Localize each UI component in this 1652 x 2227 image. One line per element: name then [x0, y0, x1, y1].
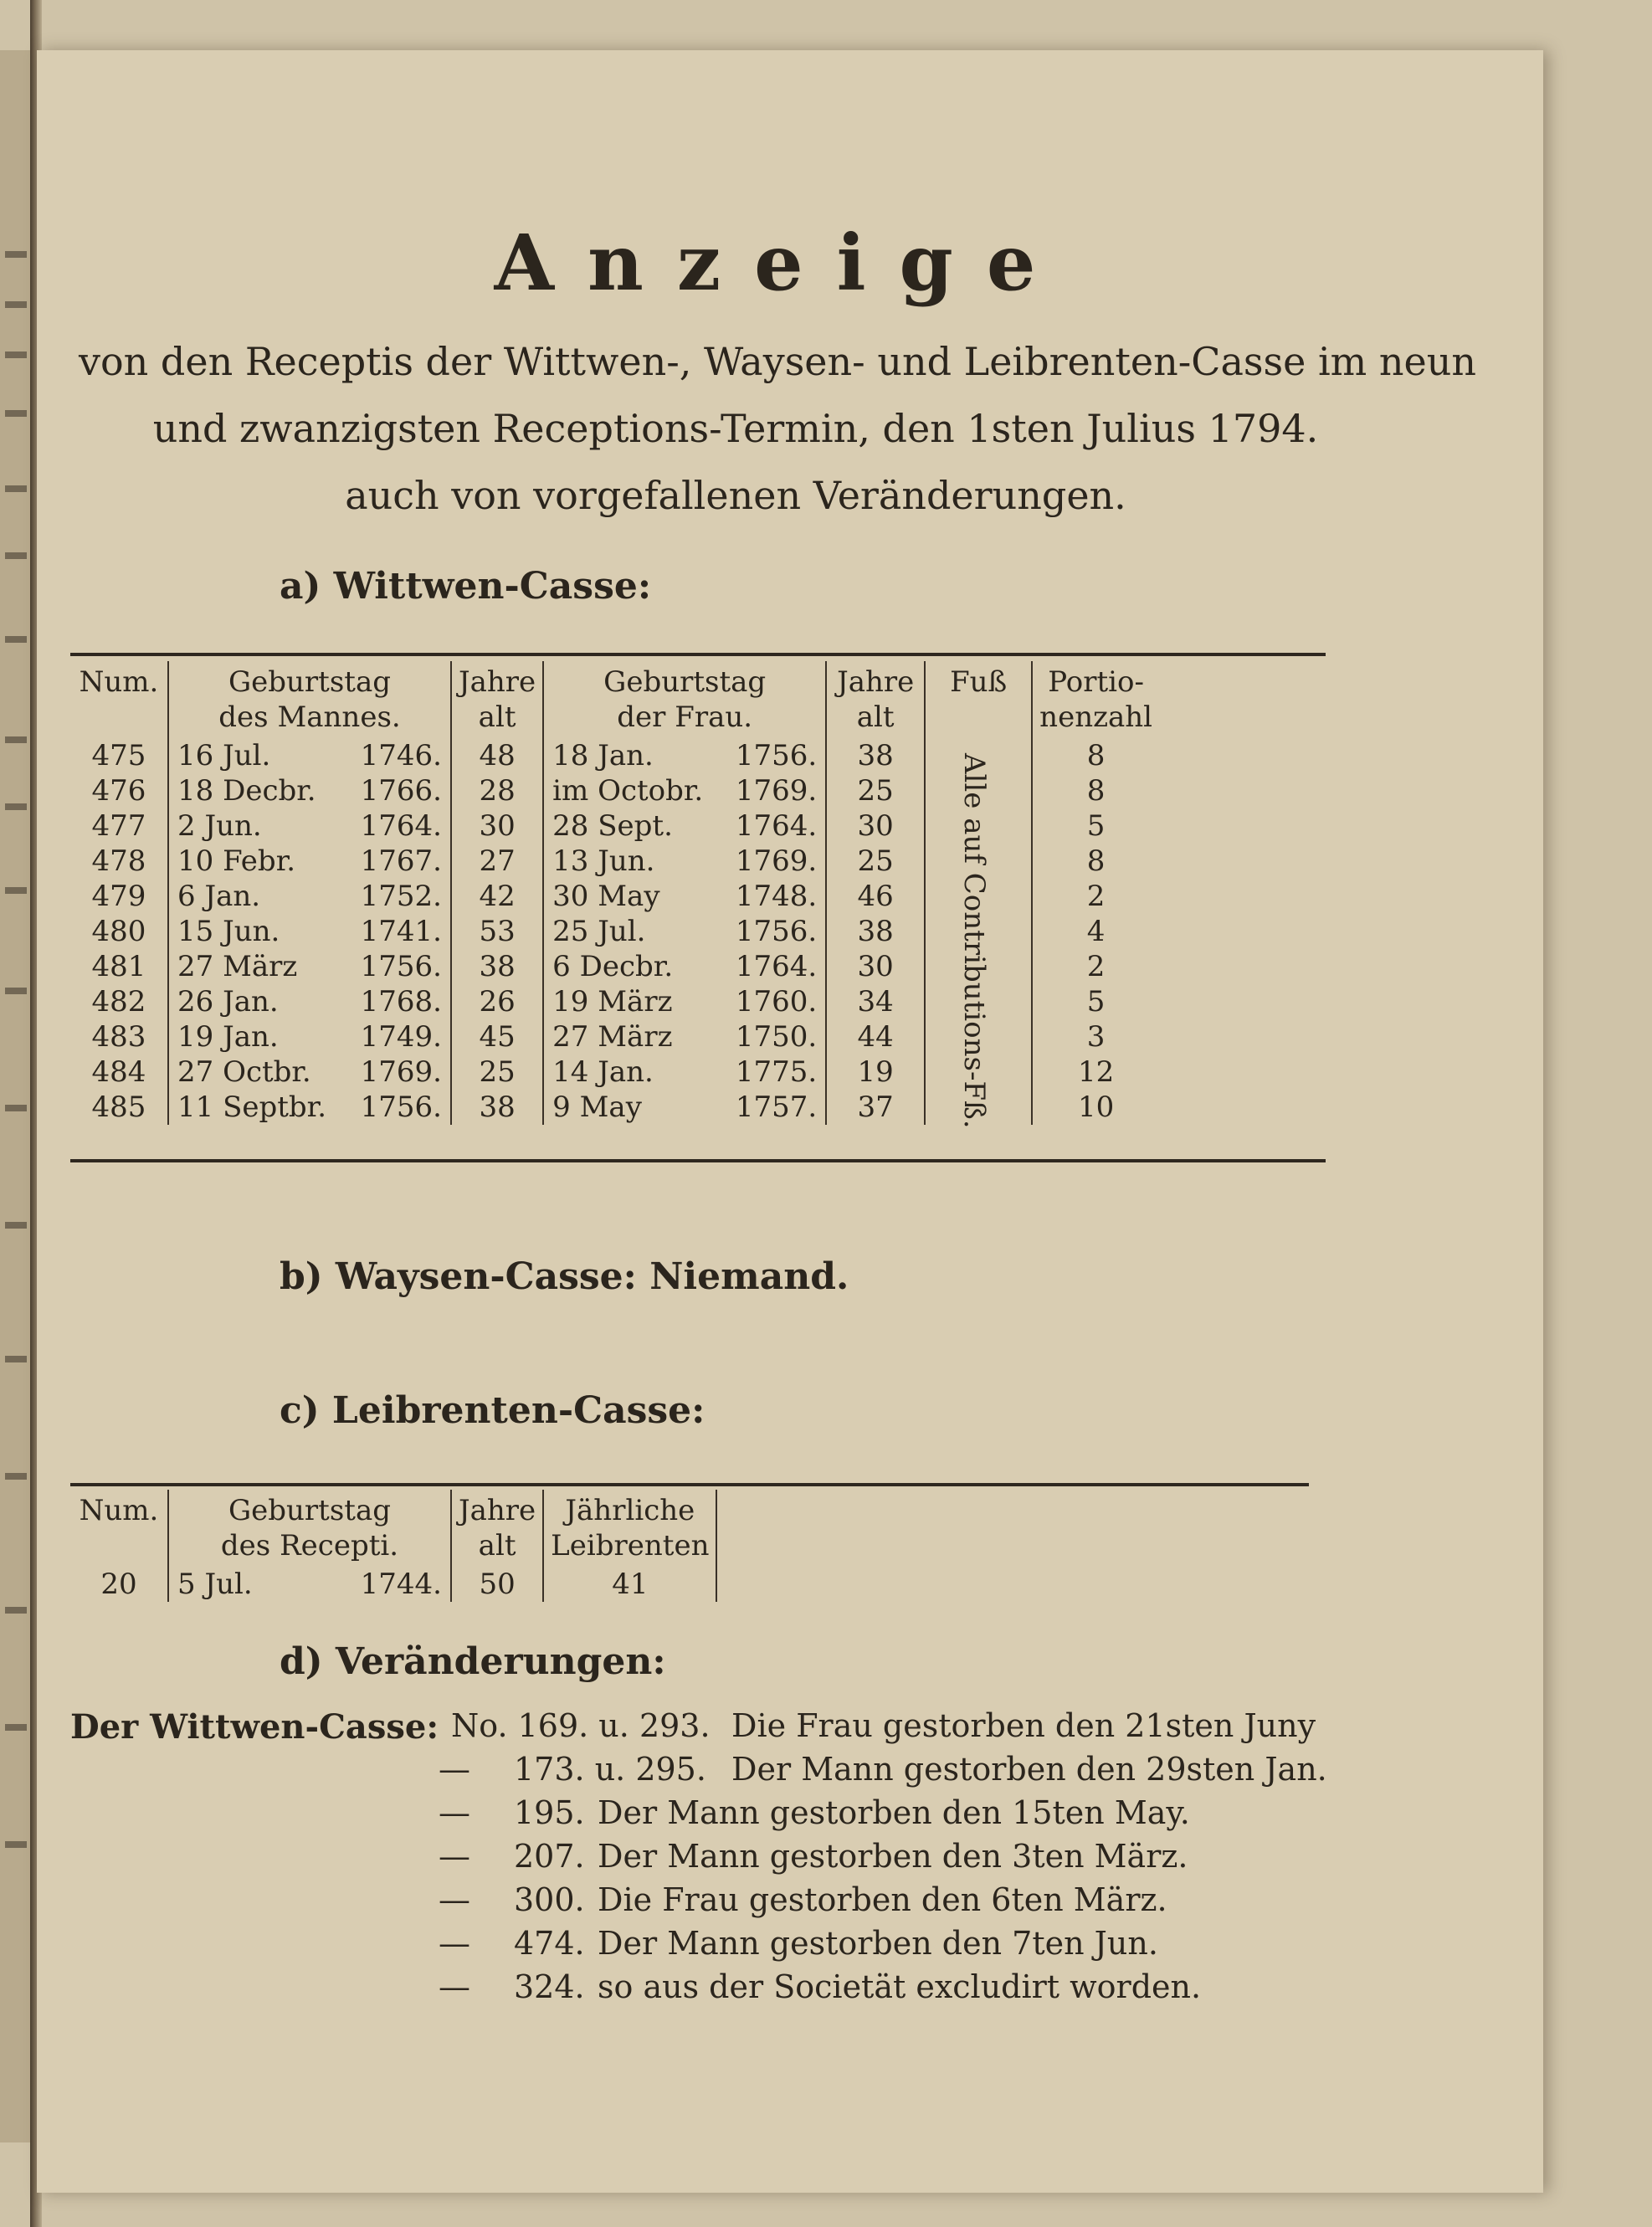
- col-portions-line1: Portio-: [1048, 665, 1144, 699]
- row-wife-age: 25: [826, 773, 925, 808]
- row-husband-birth-year: 1756.: [360, 1090, 442, 1124]
- section-c-heading: c) Leibrenten-Casse:: [280, 1389, 705, 1432]
- row-husband-age: 38: [451, 949, 543, 984]
- row-wife-birth-year: 1750.: [735, 1020, 818, 1054]
- row-husband-birth-year: 1769.: [360, 1055, 442, 1089]
- change-text: Der Mann gestorben den 3ten März.: [598, 1838, 1188, 1875]
- col-portions: [1032, 661, 1159, 738]
- row-num: 477: [70, 808, 168, 844]
- row-husband-birth: [168, 879, 451, 914]
- annuity-annual: 41: [543, 1567, 716, 1602]
- col-annuity-age: [451, 1490, 543, 1567]
- row-husband-birth-year: 1766.: [360, 774, 442, 808]
- widows-row: [70, 984, 1159, 1019]
- row-portions: 4: [1086, 915, 1106, 948]
- row-wife-age: 44: [826, 1019, 925, 1054]
- row-portions: 8: [1086, 774, 1106, 808]
- col-annuity-birth-line2: des Recepti.: [220, 1529, 399, 1562]
- change-text: Die Frau gestorben den 21sten Juny: [731, 1707, 1316, 1744]
- row-husband-birth-date: 2 Jun.: [177, 809, 262, 843]
- row-husband-birth-date: 27 März: [177, 950, 298, 983]
- col-annuity-age-line1: Jahre: [459, 1494, 536, 1527]
- col-annuity-num: Num.: [70, 1490, 168, 1567]
- row-wife-birth-date: 14 Jan.: [552, 1055, 654, 1089]
- row-husband-age: 45: [451, 1019, 543, 1054]
- row-wife-birth-date: 27 März: [552, 1020, 673, 1054]
- table-bottom-rule: [70, 1159, 1326, 1162]
- row-husband-age: 48: [451, 738, 543, 773]
- col-annuity-age-line2: alt: [478, 1529, 516, 1562]
- row-wife-birth-year: 1760.: [735, 985, 818, 1019]
- change-dash: —: [439, 1881, 470, 1918]
- row-num: 481: [70, 949, 168, 984]
- col-husband-age-line1: Jahre: [459, 665, 536, 699]
- row-portions: 3: [1086, 1020, 1106, 1054]
- row-portions: 12: [1077, 1055, 1115, 1089]
- row-husband-birth-date: 15 Jun.: [177, 915, 280, 948]
- row-husband-birth: [168, 949, 451, 984]
- row-wife-birth: [543, 844, 826, 879]
- change-no: 207.: [514, 1838, 585, 1875]
- row-wife-age: 19: [826, 1054, 925, 1090]
- row-wife-birth: [543, 1090, 826, 1125]
- change-dash: —: [439, 1794, 470, 1831]
- row-husband-age: 28: [451, 773, 543, 808]
- widows-row: [70, 808, 1159, 844]
- col-fuss: Fuß: [925, 661, 1032, 738]
- change-dash: —: [439, 1838, 470, 1875]
- widows-row: [70, 1019, 1159, 1054]
- annuity-birth-year: 1744.: [360, 1568, 442, 1601]
- col-portions-line2: nenzahl: [1039, 700, 1153, 734]
- row-husband-birth: [168, 914, 451, 949]
- widows-row: [70, 949, 1159, 984]
- row-num: 479: [70, 879, 168, 914]
- row-num: 476: [70, 773, 168, 808]
- row-husband-age: 26: [451, 984, 543, 1019]
- row-num: 483: [70, 1019, 168, 1054]
- book-page: [37, 50, 1543, 2193]
- col-husband-age-line2: alt: [478, 700, 516, 734]
- row-husband-birth-date: 16 Jul.: [177, 739, 271, 772]
- row-wife-birth: [543, 949, 826, 984]
- annuity-top-rule: [70, 1483, 1309, 1486]
- row-wife-age: 25: [826, 844, 925, 879]
- change-no: 474.: [514, 1925, 585, 1962]
- row-wife-birth-year: 1769.: [735, 844, 818, 878]
- col-husband-age: [451, 661, 543, 738]
- change-text: Der Mann gestorben den 7ten Jun.: [598, 1925, 1158, 1962]
- col-annuity-annual: [543, 1490, 716, 1567]
- row-wife-birth: [543, 1019, 826, 1054]
- col-annuity-annual-line2: Leibrenten: [551, 1529, 710, 1562]
- row-wife-birth: [543, 1054, 826, 1090]
- row-wife-birth-date: 13 Jun.: [552, 844, 655, 878]
- row-husband-birth: [168, 773, 451, 808]
- row-husband-birth-year: 1768.: [360, 985, 442, 1019]
- change-no: 300.: [514, 1881, 585, 1918]
- row-husband-birth: [168, 1054, 451, 1090]
- subtitle-line-2: und zwanzigsten Receptions-Termin, den 1sten Julius 1794.: [152, 406, 1319, 451]
- row-wife-age: 37: [826, 1090, 925, 1125]
- col-annuity-annual-line1: Jährliche: [565, 1494, 695, 1527]
- row-husband-birth: [168, 984, 451, 1019]
- widows-row: [70, 879, 1159, 914]
- row-husband-age: 38: [451, 1090, 543, 1125]
- row-wife-birth-year: 1757.: [735, 1090, 818, 1124]
- annuity-row: [70, 1567, 716, 1602]
- widows-row: [70, 914, 1159, 949]
- widows-row: [70, 844, 1159, 879]
- col-annuity-birth-line1: Geburtstag: [228, 1494, 391, 1527]
- row-num: 484: [70, 1054, 168, 1090]
- row-wife-birth: [543, 773, 826, 808]
- row-husband-birth-date: 10 Febr.: [177, 844, 296, 878]
- annuity-age: 50: [451, 1567, 543, 1602]
- row-wife-age: 30: [826, 808, 925, 844]
- change-no: No. 169. u. 293.: [451, 1707, 711, 1744]
- row-husband-birth-date: 11 Septbr.: [177, 1090, 327, 1124]
- row-husband-birth-date: 6 Jan.: [177, 880, 261, 913]
- col-wife-birth-line1: Geburtstag: [603, 665, 767, 699]
- row-husband-birth-year: 1752.: [360, 880, 442, 913]
- row-husband-birth-date: 27 Octbr.: [177, 1055, 311, 1089]
- table-top-rule: [70, 653, 1326, 656]
- contributions-note: Alle auf Contributions-Fß.: [957, 753, 991, 1129]
- row-wife-birth-date: 9 May: [552, 1090, 642, 1124]
- row-husband-birth-year: 1767.: [360, 844, 442, 878]
- row-husband-birth: [168, 844, 451, 879]
- row-portions: 5: [1086, 809, 1106, 843]
- row-husband-birth-date: 26 Jan.: [177, 985, 279, 1019]
- row-wife-birth: [543, 984, 826, 1019]
- col-num: Num.: [70, 661, 168, 738]
- row-wife-birth: [543, 738, 826, 773]
- row-wife-birth-date: im Octobr.: [552, 774, 704, 808]
- page-title: Anzeige: [494, 218, 1070, 308]
- row-husband-age: 27: [451, 844, 543, 879]
- row-num: 475: [70, 738, 168, 773]
- col-wife-birth-line2: der Frau.: [617, 700, 753, 734]
- row-wife-birth: [543, 914, 826, 949]
- row-num: 485: [70, 1090, 168, 1125]
- subtitle-line-1: von den Receptis der Wittwen-, Waysen- und Leibrenten-Casse im neun: [79, 339, 1477, 384]
- section-b-heading: b) Waysen-Casse: Niemand.: [280, 1255, 849, 1298]
- widows-table: [70, 661, 1159, 1125]
- row-wife-birth-year: 1764.: [735, 950, 818, 983]
- row-portions: 2: [1086, 880, 1106, 913]
- row-wife-birth-year: 1775.: [735, 1055, 818, 1089]
- change-text: Der Mann gestorben den 15ten May.: [598, 1794, 1190, 1831]
- row-wife-age: 30: [826, 949, 925, 984]
- row-wife-birth-date: 19 März: [552, 985, 673, 1019]
- row-husband-age: 30: [451, 808, 543, 844]
- row-husband-age: 25: [451, 1054, 543, 1090]
- row-husband-birth: [168, 1019, 451, 1054]
- row-wife-birth-year: 1748.: [735, 880, 818, 913]
- row-wife-birth-date: 30 May: [552, 880, 660, 913]
- row-wife-birth: [543, 808, 826, 844]
- change-no: 195.: [514, 1794, 585, 1831]
- change-dash: —: [439, 1751, 470, 1788]
- row-husband-age: 42: [451, 879, 543, 914]
- widows-row: [70, 738, 1159, 773]
- change-no: 173. u. 295.: [514, 1751, 706, 1788]
- col-annuity-birth: [168, 1490, 451, 1567]
- col-husband-birth-line1: Geburtstag: [228, 665, 391, 699]
- row-husband-birth: [168, 738, 451, 773]
- col-wife-birth: [543, 661, 826, 738]
- row-wife-age: 34: [826, 984, 925, 1019]
- widows-row: [70, 1090, 1159, 1125]
- row-wife-age: 38: [826, 738, 925, 773]
- row-husband-birth: [168, 808, 451, 844]
- row-portions: 8: [1086, 739, 1106, 772]
- change-text: Die Frau gestorben den 6ten März.: [598, 1881, 1167, 1918]
- row-wife-age: 46: [826, 879, 925, 914]
- col-wife-age-line2: alt: [856, 700, 895, 734]
- col-wife-age: [826, 661, 925, 738]
- row-wife-birth-date: 18 Jan.: [552, 739, 654, 772]
- row-wife-birth-year: 1769.: [735, 774, 818, 808]
- row-portions: 2: [1086, 950, 1106, 983]
- row-wife-birth: [543, 879, 826, 914]
- row-num: 480: [70, 914, 168, 949]
- annuity-num: 20: [70, 1567, 168, 1602]
- row-num: 482: [70, 984, 168, 1019]
- row-husband-birth: [168, 1090, 451, 1125]
- row-portions: 10: [1077, 1090, 1115, 1124]
- row-wife-birth-date: 28 Sept.: [552, 809, 673, 843]
- section-a-heading: a) Wittwen-Casse:: [280, 565, 652, 608]
- col-husband-birth: [168, 661, 451, 738]
- row-portions: 8: [1086, 844, 1106, 878]
- row-num: 478: [70, 844, 168, 879]
- row-husband-birth-year: 1756.: [360, 950, 442, 983]
- row-wife-birth-date: 25 Jul.: [552, 915, 646, 948]
- col-wife-age-line1: Jahre: [837, 665, 915, 699]
- row-wife-birth-date: 6 Decbr.: [552, 950, 674, 983]
- annuity-birth-date: 5 Jul.: [177, 1568, 253, 1601]
- row-wife-age: 38: [826, 914, 925, 949]
- row-husband-birth-year: 1741.: [360, 915, 442, 948]
- row-husband-birth-year: 1764.: [360, 809, 442, 843]
- row-husband-birth-year: 1746.: [360, 739, 442, 772]
- change-text: so aus der Societät excludirt worden.: [598, 1968, 1202, 2005]
- row-wife-birth-year: 1756.: [735, 739, 818, 772]
- row-husband-birth-date: 18 Decbr.: [177, 774, 316, 808]
- change-text: Der Mann gestorben den 29sten Jan.: [731, 1751, 1327, 1788]
- subtitle-line-3: auch von vorgefallenen Veränderungen.: [345, 473, 1126, 518]
- changes-label: Der Wittwen-Casse:: [70, 1707, 439, 1747]
- annuity-table: [70, 1490, 717, 1602]
- change-dash: —: [439, 1968, 470, 2005]
- row-husband-birth-date: 19 Jan.: [177, 1020, 279, 1054]
- change-no: 324.: [514, 1968, 585, 2005]
- annuity-birth: [168, 1567, 451, 1602]
- row-wife-birth-year: 1756.: [735, 915, 818, 948]
- widows-row: [70, 773, 1159, 808]
- widows-row: [70, 1054, 1159, 1090]
- row-wife-birth-year: 1764.: [735, 809, 818, 843]
- col-husband-birth-line2: des Mannes.: [218, 700, 401, 734]
- row-husband-birth-year: 1749.: [360, 1020, 442, 1054]
- left-page-edge: [0, 50, 33, 2142]
- change-dash: —: [439, 1925, 470, 1962]
- row-portions: 5: [1086, 985, 1106, 1019]
- row-husband-age: 53: [451, 914, 543, 949]
- section-d-heading: d) Veränderungen:: [280, 1640, 666, 1683]
